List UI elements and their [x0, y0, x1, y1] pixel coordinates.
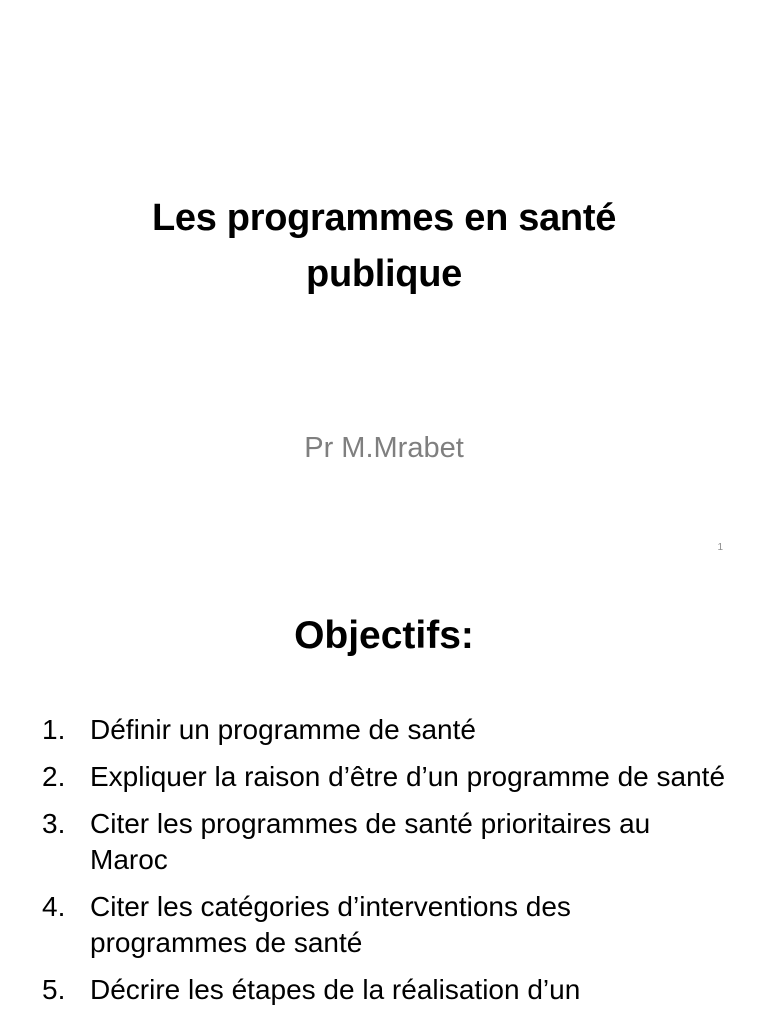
title-line-1: Les programmes en santé: [151, 197, 617, 239]
objective-item: [42, 889, 732, 961]
title-line-2: publique: [306, 253, 462, 295]
presentation-title: [84, 190, 684, 302]
objective-number: 4.: [42, 891, 66, 922]
author-name: Pr M.Mrabet: [304, 432, 464, 464]
objectives-slide: [0, 576, 768, 1024]
objectives-list: [42, 712, 732, 1019]
objectives-heading: Objectifs:: [294, 614, 474, 657]
objective-text: Expliquer la raison d’être d’un programme de santé: [90, 761, 726, 792]
objective-number: 1.: [42, 714, 66, 745]
objective-text: Citer les programmes de santé prioritaires au Maroc: [90, 808, 651, 875]
slide-number: 1: [717, 542, 723, 553]
objective-text: Définir un programme de santé: [90, 714, 476, 745]
objective-number: 3.: [42, 808, 66, 839]
objective-text: Citer les catégories d’interventions des programmes de santé: [90, 891, 571, 958]
objective-number: 5.: [42, 974, 66, 1005]
objective-item: [42, 759, 732, 795]
objective-item: [42, 972, 732, 1008]
objective-number: 2.: [42, 761, 66, 792]
objective-item: [42, 712, 732, 748]
objective-text: Décrire les étapes de la réalisation d’un: [90, 974, 581, 1005]
objective-item: [42, 806, 732, 878]
